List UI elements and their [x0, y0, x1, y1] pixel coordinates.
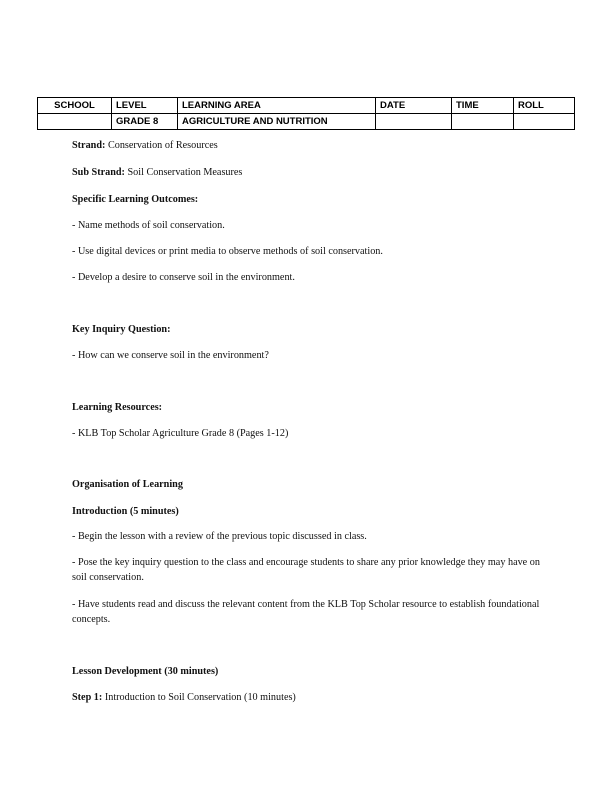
step1-line: [72, 690, 552, 705]
slo-item: - Develop a desire to conserve soil in the environment.: [72, 272, 295, 283]
header-row: [38, 98, 575, 114]
slo-item: - Name methods of soil conservation.: [72, 220, 225, 231]
slo-heading: Specific Learning Outcomes:: [72, 194, 199, 205]
header-date: DATE: [376, 98, 452, 114]
time-value: [452, 114, 514, 130]
kiq-heading: Key Inquiry Question:: [72, 324, 171, 335]
learning-area-value: AGRICULTURE AND NUTRITION: [178, 114, 376, 130]
sub-strand-label: Sub Strand:: [72, 167, 125, 178]
header-time: TIME: [452, 98, 514, 114]
level-value: GRADE 8: [112, 114, 178, 130]
organisation-heading: Organisation of Learning: [72, 479, 183, 490]
intro-item: - Pose the key inquiry question to the class and encourage students to share any prior knowledge they may have on soil conservation.: [72, 557, 540, 583]
resources-heading: Learning Resources:: [72, 402, 163, 413]
sub-strand-value: Soil Conservation Measures: [124, 167, 243, 178]
slo-item: - Use digital devices or print media to observe methods of soil conservation.: [72, 246, 383, 257]
strand-label: Strand:: [72, 140, 106, 151]
development-heading: Lesson Development (30 minutes): [72, 666, 219, 677]
value-row: [38, 114, 575, 130]
introduction-heading: Introduction (5 minutes): [72, 506, 179, 517]
roll-value: [514, 114, 575, 130]
intro-item: - Begin the lesson with a review of the previous topic discussed in class.: [72, 531, 367, 542]
school-value: [38, 114, 112, 130]
header-roll: ROLL: [514, 98, 575, 114]
sub-strand-line: [72, 165, 552, 180]
kiq-item: - How can we conserve soil in the environment?: [72, 350, 269, 361]
step1-label: Step 1:: [72, 692, 103, 703]
date-value: [376, 114, 452, 130]
intro-item: - Have students read and discuss the relevant content from the KLB Top Scholar resource to establish foundational concepts.: [72, 599, 540, 625]
header-level: LEVEL: [112, 98, 178, 114]
strand-value: Conservation of Resources: [105, 140, 218, 151]
header-learning-area: LEARNING AREA: [178, 98, 376, 114]
resources-item: - KLB Top Scholar Agriculture Grade 8 (Pages 1-12): [72, 428, 289, 439]
lesson-header-table: [37, 97, 575, 130]
header-school: SCHOOL: [38, 98, 112, 114]
strand-line: [72, 138, 552, 153]
step1-text: Introduction to Soil Conservation (10 minutes): [102, 692, 296, 703]
